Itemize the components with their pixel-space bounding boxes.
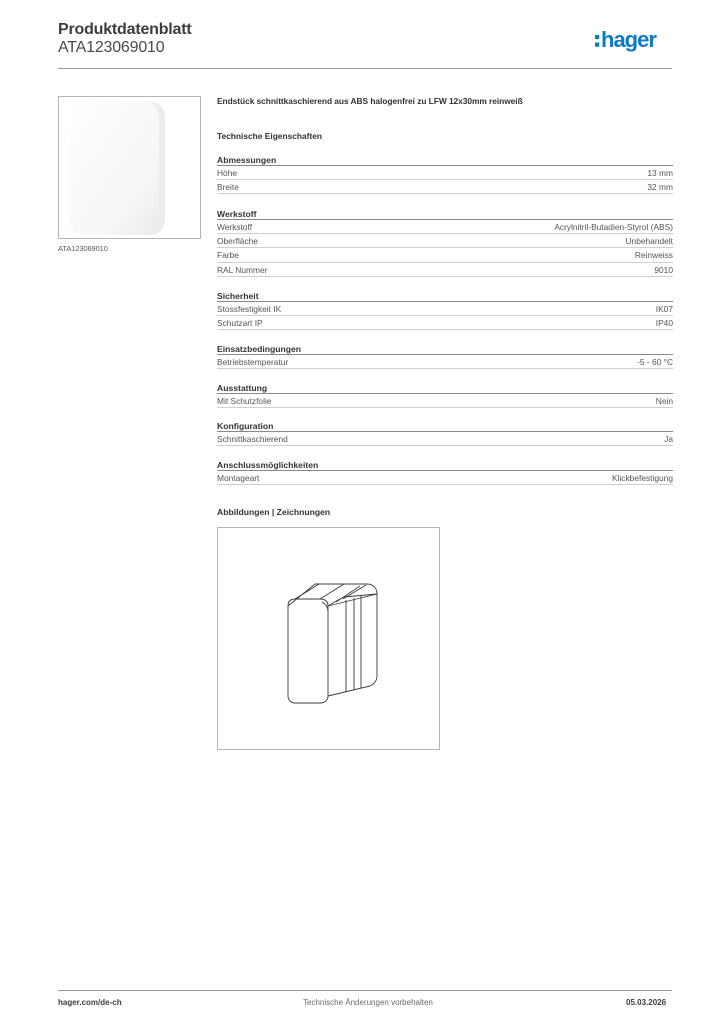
section-connection-options bbox=[217, 460, 673, 485]
spec-value: 32 mm bbox=[647, 182, 673, 193]
spec-row bbox=[217, 166, 673, 180]
section-heading: Sicherheit bbox=[217, 291, 673, 302]
svg-text:hager: hager bbox=[601, 27, 656, 52]
product-image bbox=[59, 97, 200, 238]
section-heading: Konfiguration bbox=[217, 421, 673, 432]
spec-key: Montageart bbox=[217, 473, 260, 483]
section-heading: Einsatzbedingungen bbox=[217, 344, 673, 355]
section-configuration bbox=[217, 421, 673, 446]
product-description: Endstück schnittkaschierend aus ABS halogenfrei zu LFW 12x30mm reinweiß bbox=[217, 96, 523, 106]
spec-row bbox=[217, 394, 673, 408]
spec-row bbox=[217, 263, 673, 277]
page-title: Produktdatenblatt bbox=[58, 21, 192, 38]
section-safety bbox=[217, 291, 673, 330]
spec-row bbox=[217, 180, 673, 194]
hager-logo bbox=[594, 26, 674, 54]
spec-value: Nein bbox=[655, 396, 673, 406]
spec-value: Ja bbox=[664, 434, 673, 444]
spec-value: Klickbefestigung bbox=[612, 473, 673, 483]
section-equipment bbox=[217, 383, 673, 408]
spec-value: -5 - 60 °C bbox=[637, 357, 673, 367]
spec-key: Mit Schutzfolie bbox=[217, 396, 272, 406]
section-heading: Werkstoff bbox=[217, 209, 673, 220]
article-number: ATA123069010 bbox=[58, 39, 165, 56]
spec-value: Reinweiss bbox=[634, 250, 673, 261]
spec-value: IP40 bbox=[655, 318, 673, 329]
section-material bbox=[217, 209, 673, 277]
footer-date: 05.03.2026 bbox=[626, 998, 667, 1007]
spec-value: 13 mm bbox=[647, 168, 673, 178]
spec-key: Werkstoff bbox=[217, 222, 253, 232]
spec-key: Schnittkaschierend bbox=[217, 434, 288, 444]
spec-key: RAL Nummer bbox=[217, 264, 268, 275]
spec-key: Stossfestigkeit IK bbox=[217, 304, 282, 314]
spec-row bbox=[217, 471, 673, 485]
spec-row bbox=[217, 355, 673, 369]
spec-value: Unbehandelt bbox=[625, 236, 673, 247]
product-drawing bbox=[218, 528, 439, 749]
header-divider bbox=[58, 68, 672, 69]
product-image-frame bbox=[58, 96, 201, 239]
spec-value: IK07 bbox=[655, 304, 673, 314]
spec-key: Höhe bbox=[217, 168, 238, 178]
section-heading: Ausstattung bbox=[217, 383, 673, 394]
technical-properties-title: Technische Eigenschaften bbox=[217, 131, 323, 141]
section-heading: Abmessungen bbox=[217, 155, 673, 166]
footer-website[interactable]: hager.com/de-ch bbox=[58, 998, 122, 1007]
spec-key: Farbe bbox=[217, 250, 239, 261]
spec-key: Schutzart IP bbox=[217, 318, 263, 329]
product-image-caption: ATA123069010 bbox=[58, 244, 108, 253]
section-dimensions bbox=[217, 155, 673, 194]
spec-key: Breite bbox=[217, 182, 239, 193]
section-operating-conditions bbox=[217, 344, 673, 369]
spec-value: 9010 bbox=[654, 264, 673, 275]
spec-value: Acrylnitril-Butadien-Styrol (ABS) bbox=[554, 222, 673, 232]
drawing-frame bbox=[217, 527, 440, 750]
section-heading: Anschlussmöglichkeiten bbox=[217, 460, 673, 471]
spec-row bbox=[217, 316, 673, 330]
spec-row bbox=[217, 432, 673, 446]
spec-key: Betriebstemperatur bbox=[217, 357, 289, 367]
spec-row bbox=[217, 302, 673, 316]
footer-divider bbox=[58, 990, 672, 991]
spec-row bbox=[217, 220, 673, 234]
spec-row bbox=[217, 248, 673, 262]
spec-row bbox=[217, 234, 673, 248]
spec-key: Oberfläche bbox=[217, 236, 258, 247]
footer-notice: Technische Änderungen vorbehalten bbox=[303, 998, 433, 1007]
figures-title: Abbildungen | Zeichnungen bbox=[217, 507, 331, 517]
